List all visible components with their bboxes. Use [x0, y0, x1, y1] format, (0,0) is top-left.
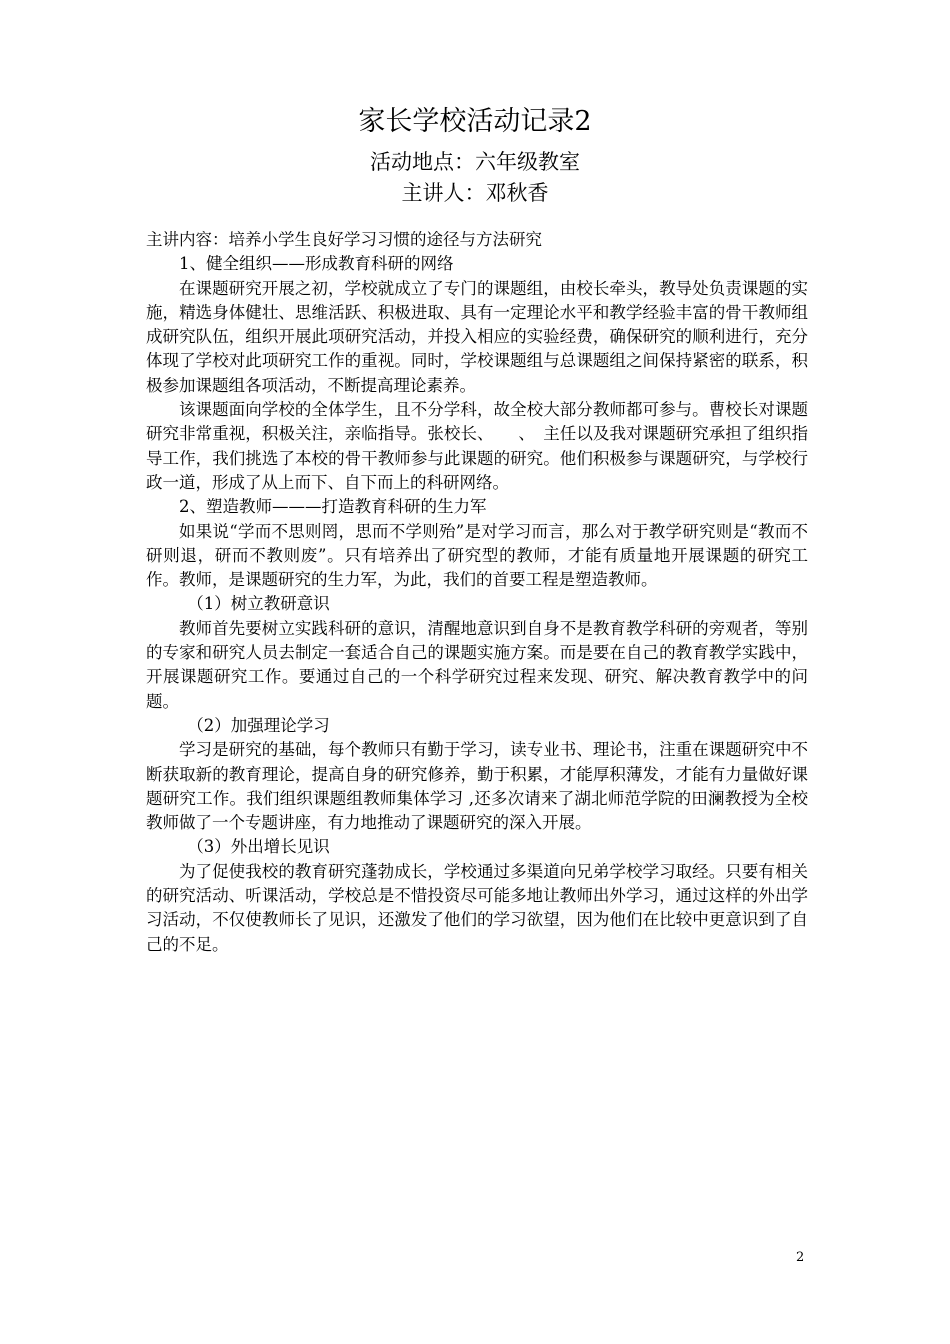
- subsection-heading-2: （2）加强理论学习: [187, 715, 330, 735]
- activity-venue: 活动地点：六年级教室: [370, 150, 580, 174]
- document-title: 家长学校活动记录2: [358, 106, 592, 137]
- speaker-name: 主讲人：邓秋香: [401, 181, 549, 205]
- subsection-heading-1: （1）树立教研意识: [187, 594, 330, 614]
- paragraph: 教师首先要树立实践科研的意识，清醒地意识到自身不是教育教学科研的旁观者，等别的专家和研究人员去制定一套适合自己的课题实施方案。而是要在自己的教育教学实践中，开展课题研究工作。要通过自己的一个科学研究过程来发现、研究、解决教育教学中的问题。: [146, 618, 808, 711]
- subsection-heading-3: （3）外出增长见识: [187, 837, 330, 857]
- paragraph: 在课题研究开展之初，学校就成立了专门的课题组，由校长牵头，教导处负责课题的实施，精选身体健壮、思维活跃、积极进取、具有一定理论水平和教学经验丰富的骨干教师组成研究队伍，组织开展此项研究活动，并投入相应的实验经费，确保研究的顺利进行，充分体现了学校对此项研究工作的重视。同时，学校课题组与总课题组之间保持紧密的联系，积极参加课题组各项活动，不断提高理论素养。: [146, 278, 808, 395]
- section-heading-1: 1、健全组织——形成教育科研的网络: [179, 254, 454, 274]
- page-number: 2: [796, 1250, 805, 1265]
- paragraph: 学习是研究的基础，每个教师只有勤于学习，读专业书、理论书，注重在课题研究中不断获取新的教育理论，提高自身的研究修养，勤于积累，才能厚积薄发，才能有力量做好课题研究工作。我们组织课题组教师集体学习 ,还多次请来了湖北师范学院的田澜教授为全校教师做了一个专题讲座，有力地推动了课题研究的深入开展。: [146, 740, 808, 833]
- paragraph: 为了促使我校的教育研究蓬勃成长，学校通过多渠道向兄弟学校学习取经。只要有相关的研究活动、听课活动，学校总是不惜投资尽可能多地让教师出外学习，通过这样的外出学习活动，不仅使教师长了见识，还激发了他们的学习欲望，因为他们在比较中更意识到了自己的不足。: [146, 861, 808, 954]
- document-body: [146, 228, 808, 957]
- lecture-topic: 主讲内容：培养小学生良好学习习惯的途径与方法研究: [146, 230, 542, 249]
- section-heading-2: 2、塑造教师———打造教育科研的生力军: [179, 497, 487, 517]
- paragraph: 该课题面向学校的全体学生，且不分学科，故全校大部分教师都可参与。曹校长对课题研究非常重视，积极关注，亲临指导。张校长、 、 主任以及我对课题研究承担了组织指导工作，我们挑选了本校的骨干教师参与此课题的研究。他们积极参与课题研究，与学校行政一道，形成了从上而下、自下而上的科研网络。: [146, 400, 808, 492]
- paragraph: 如果说“学而不思则罔，思而不学则殆”是对学习而言，那么对于教学研究则是“教而不研则退，研而不教则废”。只有培养出了研究型的教师，才能有质量地开展课题的研究工作。教师，是课题研究的生力军，为此，我们的首要工程是塑造教师。: [146, 521, 808, 590]
